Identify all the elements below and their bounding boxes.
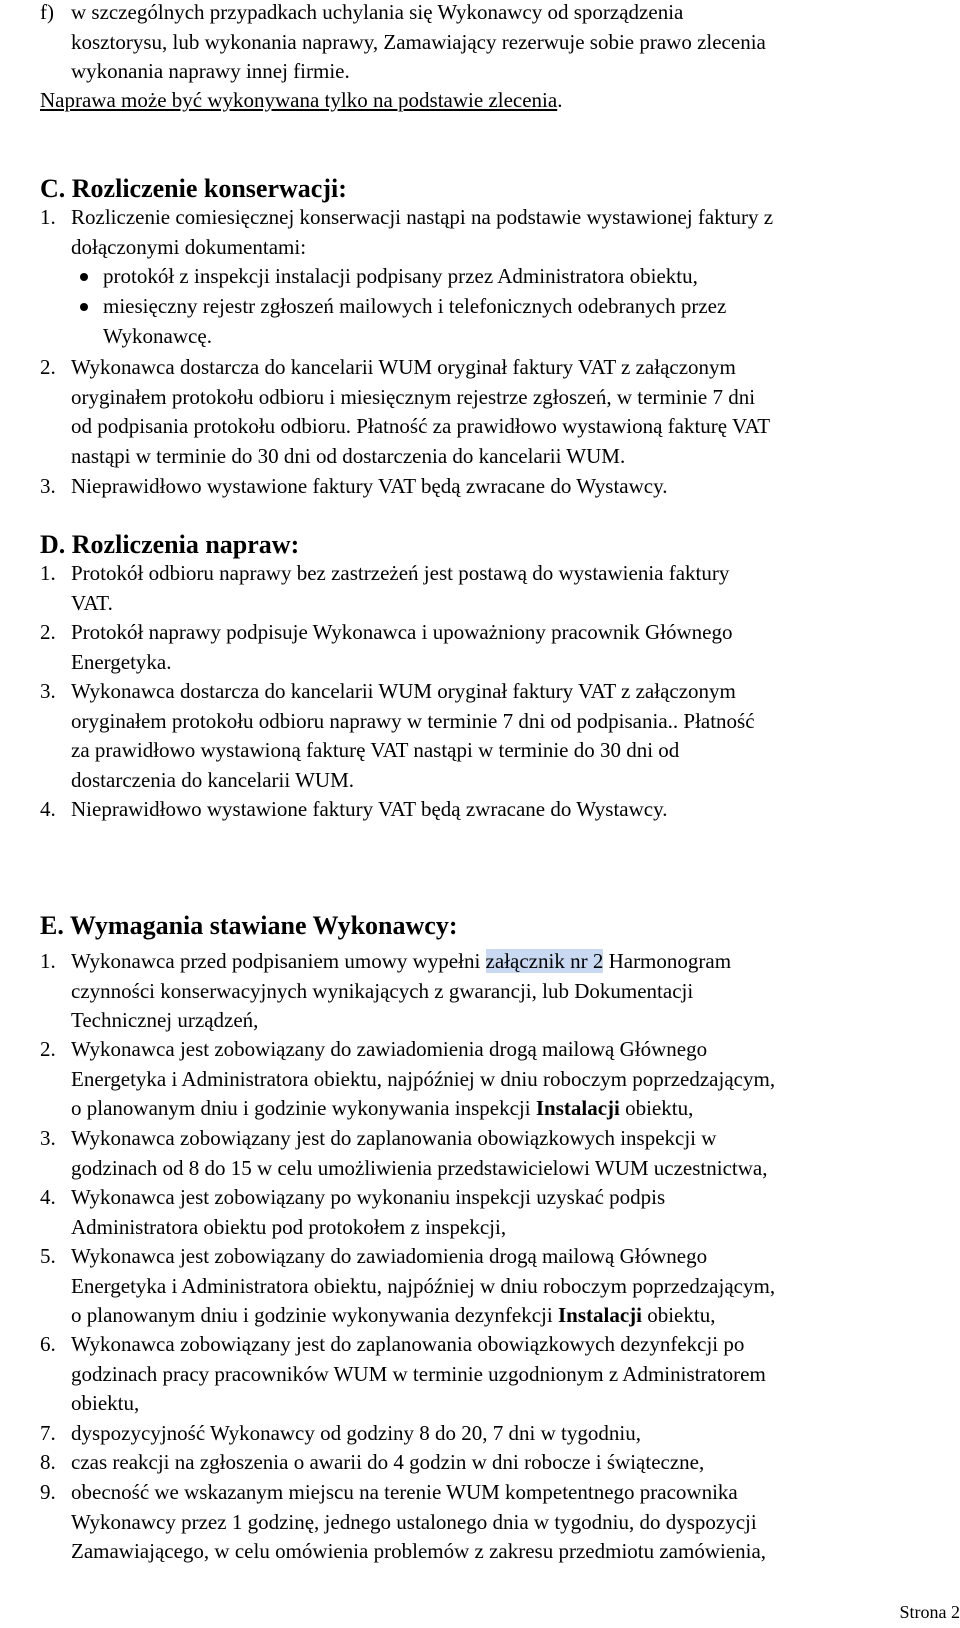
item-number: f) xyxy=(40,0,54,24)
item-number: 5. xyxy=(40,1244,56,1268)
item-number: 2. xyxy=(40,620,56,644)
section-c-heading: C. Rozliczenie konserwacji: xyxy=(40,174,347,203)
text-span: o planowanym dniu i godzinie wykonywania inspekcji xyxy=(71,1096,536,1120)
section-e-heading: E. Wymagania stawiane Wykonawcy: xyxy=(40,911,458,940)
item-text xyxy=(71,1330,960,1419)
text-span: o planowanym dniu i godzinie wykonywania dezynfekcji xyxy=(71,1303,558,1327)
bullet-icon xyxy=(80,273,88,281)
text-line: miesięczny rejestr zgłoszeń mailowych i telefonicznych odebranych przez xyxy=(103,294,727,318)
text-line: Wykonawca zobowiązany jest do zaplanowania obowiązkowych dezynfekcji po xyxy=(71,1332,745,1356)
text-line: oryginałem protokołu odbioru naprawy w terminie 7 dni od podpisania.. Płatność xyxy=(71,708,755,733)
text-line: czynności konserwacyjnych wynikających z gwarancji, lub Dokumentacji xyxy=(71,978,694,1003)
text-span: obiektu, xyxy=(641,1303,716,1327)
item-text xyxy=(71,795,960,825)
item-number: 3. xyxy=(40,679,56,703)
item-text xyxy=(71,1183,960,1242)
text-line: Energetyka. xyxy=(71,649,172,674)
text-line: Wykonawca jest zobowiązany po wykonaniu inspekcji uzyskać podpis xyxy=(71,1185,666,1209)
bullet-icon xyxy=(80,303,88,311)
text-line: za prawidłowo wystawioną fakturę VAT nastąpi w terminie do 30 dni od xyxy=(71,738,680,762)
text-line: Zamawiającego, w celu omówienia problemów z zakresu przedmiotu zamówienia, xyxy=(71,1539,767,1563)
item-number: 2. xyxy=(40,355,56,379)
text-line: Nieprawidłowo wystawione faktury VAT będą zwracane do Wystawcy. xyxy=(71,797,668,821)
item-text xyxy=(71,203,960,262)
text-line: nastąpi w terminie do 30 dni od dostarczenia do kancelarii WUM. xyxy=(71,443,626,468)
item-text xyxy=(71,353,960,471)
item-number: 4. xyxy=(40,797,56,821)
bullet-text xyxy=(103,292,960,351)
item-number: 7. xyxy=(40,1421,56,1445)
text-line: dołączonymi dokumentami: xyxy=(71,234,307,259)
text-line: dyspozycyjność Wykonawcy od godziny 8 do 20, 7 dni w tygodniu, xyxy=(71,1421,641,1445)
item-number: 9. xyxy=(40,1480,56,1504)
item-number: 3. xyxy=(40,474,56,498)
text-period: . xyxy=(557,88,563,112)
text-line: Energetyka i Administratora obiektu, najpóźniej w dniu roboczym poprzedzającym, xyxy=(71,1273,776,1298)
bold-text: Instalacji xyxy=(557,1303,642,1327)
text-line: protokół z inspekcji instalacji podpisany przez Administratora obiektu, xyxy=(103,264,698,288)
item-number: 8. xyxy=(40,1450,56,1474)
text-line: czas reakcji na zgłoszenia o awarii do 4 godzin w dni robocze i świąteczne, xyxy=(71,1450,705,1474)
text-line: Protokół odbioru naprawy bez zastrzeżeń jest postawą do wystawienia faktury xyxy=(71,561,730,585)
item-number: 3. xyxy=(40,1126,56,1150)
text-line: Wykonawca jest zobowiązany do zawiadomienia drogą mailową Głównego xyxy=(71,1037,708,1061)
text-line: Wykonawca zobowiązany jest do zaplanowania obowiązkowych inspekcji w xyxy=(71,1126,717,1150)
section-f-text xyxy=(71,0,960,87)
item-text xyxy=(71,1478,960,1567)
text-line: Nieprawidłowo wystawione faktury VAT będą zwracane do Wystawcy. xyxy=(71,474,668,498)
text-line: dostarczenia do kancelarii WUM. xyxy=(71,767,354,792)
text-line: Wykonawca dostarcza do kancelarii WUM oryginał faktury VAT z załączonym xyxy=(71,355,736,379)
item-text xyxy=(71,472,960,502)
text-line xyxy=(71,947,960,977)
text-line: Energetyka i Administratora obiektu, najpóźniej w dniu roboczym poprzedzającym, xyxy=(71,1066,776,1091)
item-number: 1. xyxy=(40,561,56,585)
text-span: Harmonogram xyxy=(603,949,732,973)
text-line: obiektu, xyxy=(71,1391,140,1415)
item-number: 4. xyxy=(40,1185,56,1209)
underlined-text: Naprawa może być wykonywana tylko na podstawie zlecenia xyxy=(40,88,558,112)
item-text xyxy=(71,677,960,795)
text-line: godzinach od 8 do 15 w celu umożliwienia przedstawicielowi WUM uczestnictwa, xyxy=(71,1155,768,1180)
text-span: obiektu, xyxy=(619,1096,694,1120)
text-line: Wykonawcę. xyxy=(103,323,212,348)
underlined-note xyxy=(40,86,960,116)
text-line: Administratora obiektu pod protokołem z inspekcji, xyxy=(71,1214,507,1239)
section-d-heading: D. Rozliczenia napraw: xyxy=(40,530,300,559)
item-number: 2. xyxy=(40,1037,56,1061)
item-text xyxy=(71,1448,960,1478)
text-line: kosztorysu, lub wykonania naprawy, Zamawiający rezerwuje sobie prawo zlecenia xyxy=(71,29,766,54)
text-line: obecność we wskazanym miejscu na terenie WUM kompetentnego pracownika xyxy=(71,1480,738,1504)
item-text xyxy=(71,618,960,677)
text-line: Wykonawcy przez 1 godzinę, jednego ustalonego dnia w tygodniu, do dyspozycji xyxy=(71,1509,757,1534)
text-line: Wykonawca dostarcza do kancelarii WUM oryginał faktury VAT z załączonym xyxy=(71,679,736,703)
text-line: wykonania naprawy innej firmie. xyxy=(71,59,350,83)
bullet-text xyxy=(103,262,960,292)
page-number: Strona 2 xyxy=(899,1602,960,1622)
item-number: 1. xyxy=(40,949,56,973)
text-line: oryginałem protokołu odbioru i miesięcznym rejestrze zgłoszeń, w terminie 7 dni xyxy=(71,384,756,409)
text-line: Technicznej urządzeń, xyxy=(71,1008,259,1032)
text-line: Protokół naprawy podpisuje Wykonawca i upoważniony pracownik Głównego xyxy=(71,620,733,644)
item-text xyxy=(71,1035,960,1124)
bold-text: Instalacji xyxy=(535,1096,620,1120)
text-line: godzinach pracy pracowników WUM w terminie uzgodnionym z Administratorem xyxy=(71,1361,766,1386)
item-text xyxy=(71,1124,960,1183)
item-text xyxy=(71,559,960,618)
text-line: w szczególnych przypadkach uchylania się Wykonawcy od sporządzenia xyxy=(71,0,684,24)
item-text xyxy=(71,1419,960,1449)
text-line: VAT. xyxy=(71,590,113,615)
text-span: Wykonawca przed podpisaniem umowy wypełni xyxy=(71,949,486,973)
text-line: Wykonawca jest zobowiązany do zawiadomienia drogą mailową Głównego xyxy=(71,1244,708,1268)
item-text xyxy=(71,1242,960,1331)
text-line xyxy=(71,1094,960,1124)
text-line: Rozliczenie comiesięcznej konserwacji nastąpi na podstawie wystawionej faktury z xyxy=(71,205,774,229)
item-number: 1. xyxy=(40,205,56,229)
text-line xyxy=(71,1301,960,1331)
item-number: 6. xyxy=(40,1332,56,1356)
text-line: od podpisania protokołu odbioru. Płatność za prawidłowo wystawioną fakturę VAT xyxy=(71,414,771,438)
highlighted-attachment-ref: załącznik nr 2 xyxy=(485,949,604,973)
item-text xyxy=(71,947,960,1036)
